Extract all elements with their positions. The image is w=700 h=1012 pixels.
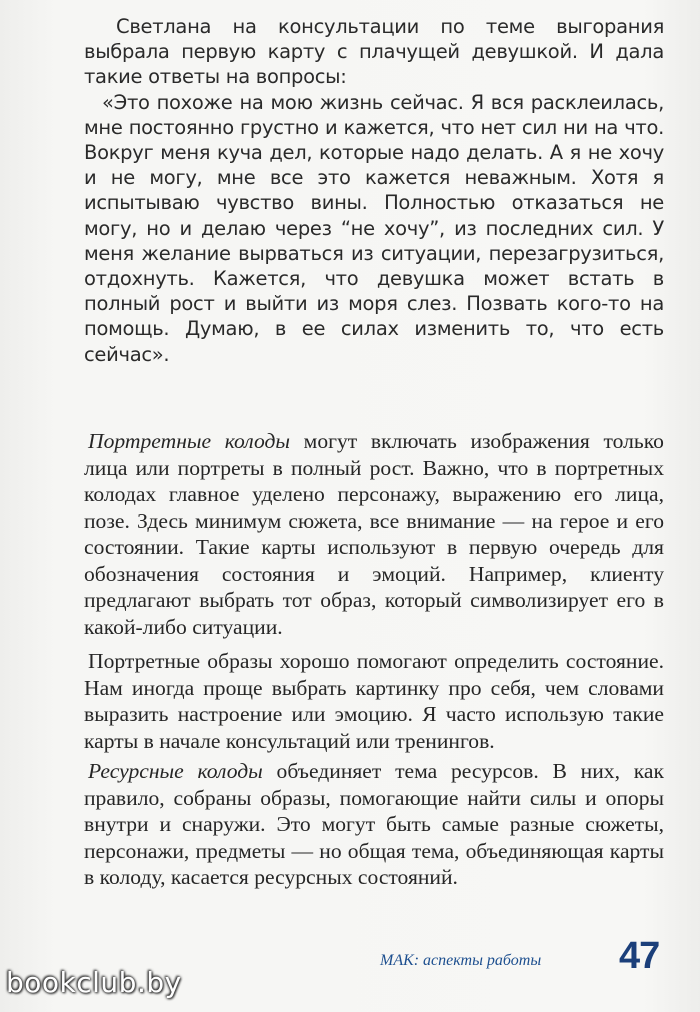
term-resource-decks: Ресурсные колоды	[88, 759, 263, 783]
paragraph-portrait-decks	[84, 428, 664, 640]
page-number: 47	[619, 935, 660, 977]
paragraph-portrait-images: Портретные образы хорошо помогают определить состояние. Нам иногда проще выбрать картинку про себя, чем словами выразить настроение или эмоцию. Я часто использую такие карты в начале консультаций или тренингов.	[84, 649, 664, 753]
case-example	[84, 14, 664, 367]
paragraph-resource-decks-text: объединяет тема ресурсов. В них, как правило, собраны образы, помогающие найти силы и опоры внутри и снаружи. Это могут быть самые разные сюжеты, персонажи, предметы — но общая тема, объединяющая карты в колоду, касается ресурсных состояний.	[84, 759, 664, 889]
term-portrait-decks: Портретные колоды	[88, 429, 291, 453]
client-quote: «Это похоже на мою жизнь сейчас. Я вся расклеилась, мне постоянно грустно и кажется, что нет сил ни на что. Вокруг меня куча дел, которые надо делать. А я не хочу и не могу, мне все это кажется неважным. Хотя я испытываю чувство вины. Полностью отказаться не могу, но и делаю через “не хочу”, из последних сил. У меня желание вырваться из ситуации, перезагрузиться, отдохнуть. Кажется, что девушка может встать в полный рост и выйти из моря слез. Позвать кого-то на помощь. Думаю, в ее силах изменить то, что есть сейчас».	[84, 90, 664, 366]
paragraph-resource-decks	[84, 758, 664, 891]
main-text	[84, 428, 664, 891]
watermark-text: bookclub.by	[6, 966, 182, 999]
case-intro: Светлана на консультации по теме выгорания выбрала первую карту с плачущей девушкой. И дала такие ответы на вопросы:	[84, 15, 664, 89]
running-title: МАК: аспекты работы	[380, 952, 542, 969]
paragraph-portrait-decks-text: могут включать изображения только лица или портреты в полный рост. Важно, что в портретных колодах главное уделено персонажу, выражению его лица, позе. Здесь минимум сюжета, все внимание — на герое и его состоянии. Такие карты используют в первую очередь для обозначения состояния и эмоций. Например, клиенту предлагают выбрать тот образ, который символизирует его в какой-либо ситуации.	[84, 429, 664, 639]
